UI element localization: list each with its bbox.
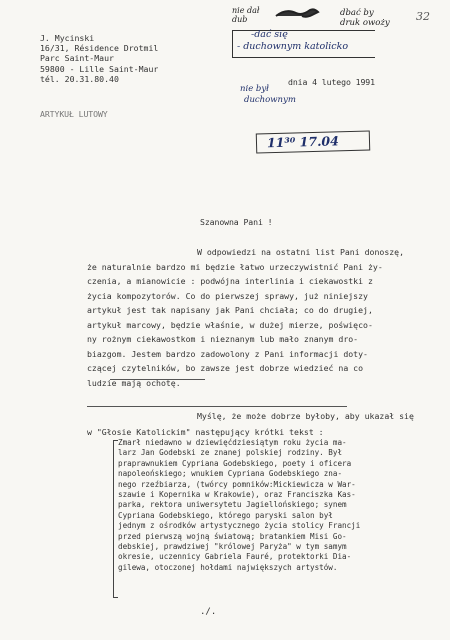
text-line: biazgom. Jestem bardzo zadowolony z Pani informacji doty- xyxy=(87,348,368,359)
quote-line: napoleońskiego; wnukiem Cypriana Godebskiego zna- xyxy=(118,469,343,479)
quote-line: Cypriana Godebskiego, którego paryski salon był xyxy=(118,510,333,520)
handwritten-note-top-right: dbać by druk owoży xyxy=(340,8,390,28)
handwritten-note-line: - duchownym katolicko xyxy=(237,41,349,52)
quote-line: przed pierwszą wojną światową; bratankiem Misi Go- xyxy=(118,531,347,541)
sender-address xyxy=(40,33,158,84)
text-line: Myślę, że może dobrze byłoby, aby ukazał się xyxy=(197,411,414,421)
text-line: życia kompozytorów. Co do pierwszej sprawy, już niniejszy xyxy=(87,290,368,301)
text-line: ny rożnym ciekawostkom i nieznanym lub mało znanym dro- xyxy=(87,334,359,344)
ink-underline xyxy=(87,406,347,407)
quote-line: okresie, uczennicy Gabriela Fauré, protektorki Dia- xyxy=(118,552,352,562)
quote-line: parka, rektora uniwersytetu Jagiellońskiego; synem xyxy=(118,500,347,510)
paragraph-1 xyxy=(87,245,404,390)
text-line: ludzie mają ochotę. xyxy=(87,377,181,388)
quote-line: gilewa, otoczonej hołdami największych artystów. xyxy=(118,562,338,572)
quote-line: szawie i Kopernika w Krakowie), oraz Franciszka Kas- xyxy=(118,490,356,500)
handwritten-note-middle: nie był xyxy=(240,84,269,94)
text-line: czenia, a mianowicie : podwójna interlinia i ciekawostki z xyxy=(87,276,373,286)
handwritten-bracket-note xyxy=(232,30,375,58)
quote-line: praprawnukiem Cypriana Godebskiego, poety i oficera xyxy=(118,458,352,468)
sender-line: Parc Saint-Maur xyxy=(40,53,114,64)
text-line: czącej czytelników, bo zawsze jest dobrze wiedzieć na co xyxy=(87,363,364,373)
quote-line: Zmarł niedawno w dziewięćdziesiątym roku życia ma- xyxy=(118,438,347,447)
handwritten-date: 11³⁰ 17.04 xyxy=(266,133,340,151)
sender-line: J. Mycinski xyxy=(40,33,95,43)
text-line: artykuł jest tak napisany jak Pani chciała; co do drugiej, xyxy=(87,305,373,315)
handwritten-note-middle: duchownym xyxy=(244,95,296,105)
letter-date: dnia 4 lutego 1991 xyxy=(288,77,375,87)
sender-line: 59800 - Lille Saint-Maur xyxy=(40,63,159,74)
sender-line: tél. 20.31.80.40 xyxy=(40,73,119,84)
ink-underline xyxy=(110,379,205,380)
quote-line: larz Jan Godebski ze znanej polskiej rodziny. Był xyxy=(118,448,343,458)
text-line: że naturalnie bardzo mi będzie łatwo urzeczywistnić Pani ży- xyxy=(87,261,383,272)
text-line: artykuł marcowy, będzie właśnie, w dużej mierze, poświęco- xyxy=(87,319,373,330)
letter-subject: ARTYKUŁ LUTOWY xyxy=(40,109,108,119)
page-number: 32 xyxy=(416,10,430,23)
greeting: Szanowna Pani ! xyxy=(200,217,273,227)
text-line: W odpowiedzi na ostatni list Pani donoszę, xyxy=(197,247,405,257)
text-line: w "Głosie Katolickim" następujący krótki tekst : xyxy=(87,427,324,437)
handwritten-note-line: -dać się xyxy=(251,29,288,40)
quoted-text xyxy=(118,438,360,573)
quote-line: nego rzeźbiarza, (twórcy pomników:Mickiewicza w War- xyxy=(118,479,356,489)
handwritten-date-box xyxy=(256,131,370,154)
quote-line: debskiej, prawdziwej "królowej Paryża" w tym samym xyxy=(118,542,347,552)
sender-line: 16/31, Résidence Drotmil xyxy=(40,43,159,54)
paragraph-2 xyxy=(87,408,414,440)
quote-line: jednym z ośrodków artystycznego życia stolicy Francji xyxy=(118,521,361,531)
continuation-mark: ./. xyxy=(200,607,217,617)
handwritten-note-top-left: nie dał dub xyxy=(232,6,260,24)
ink-scribble xyxy=(272,6,322,22)
